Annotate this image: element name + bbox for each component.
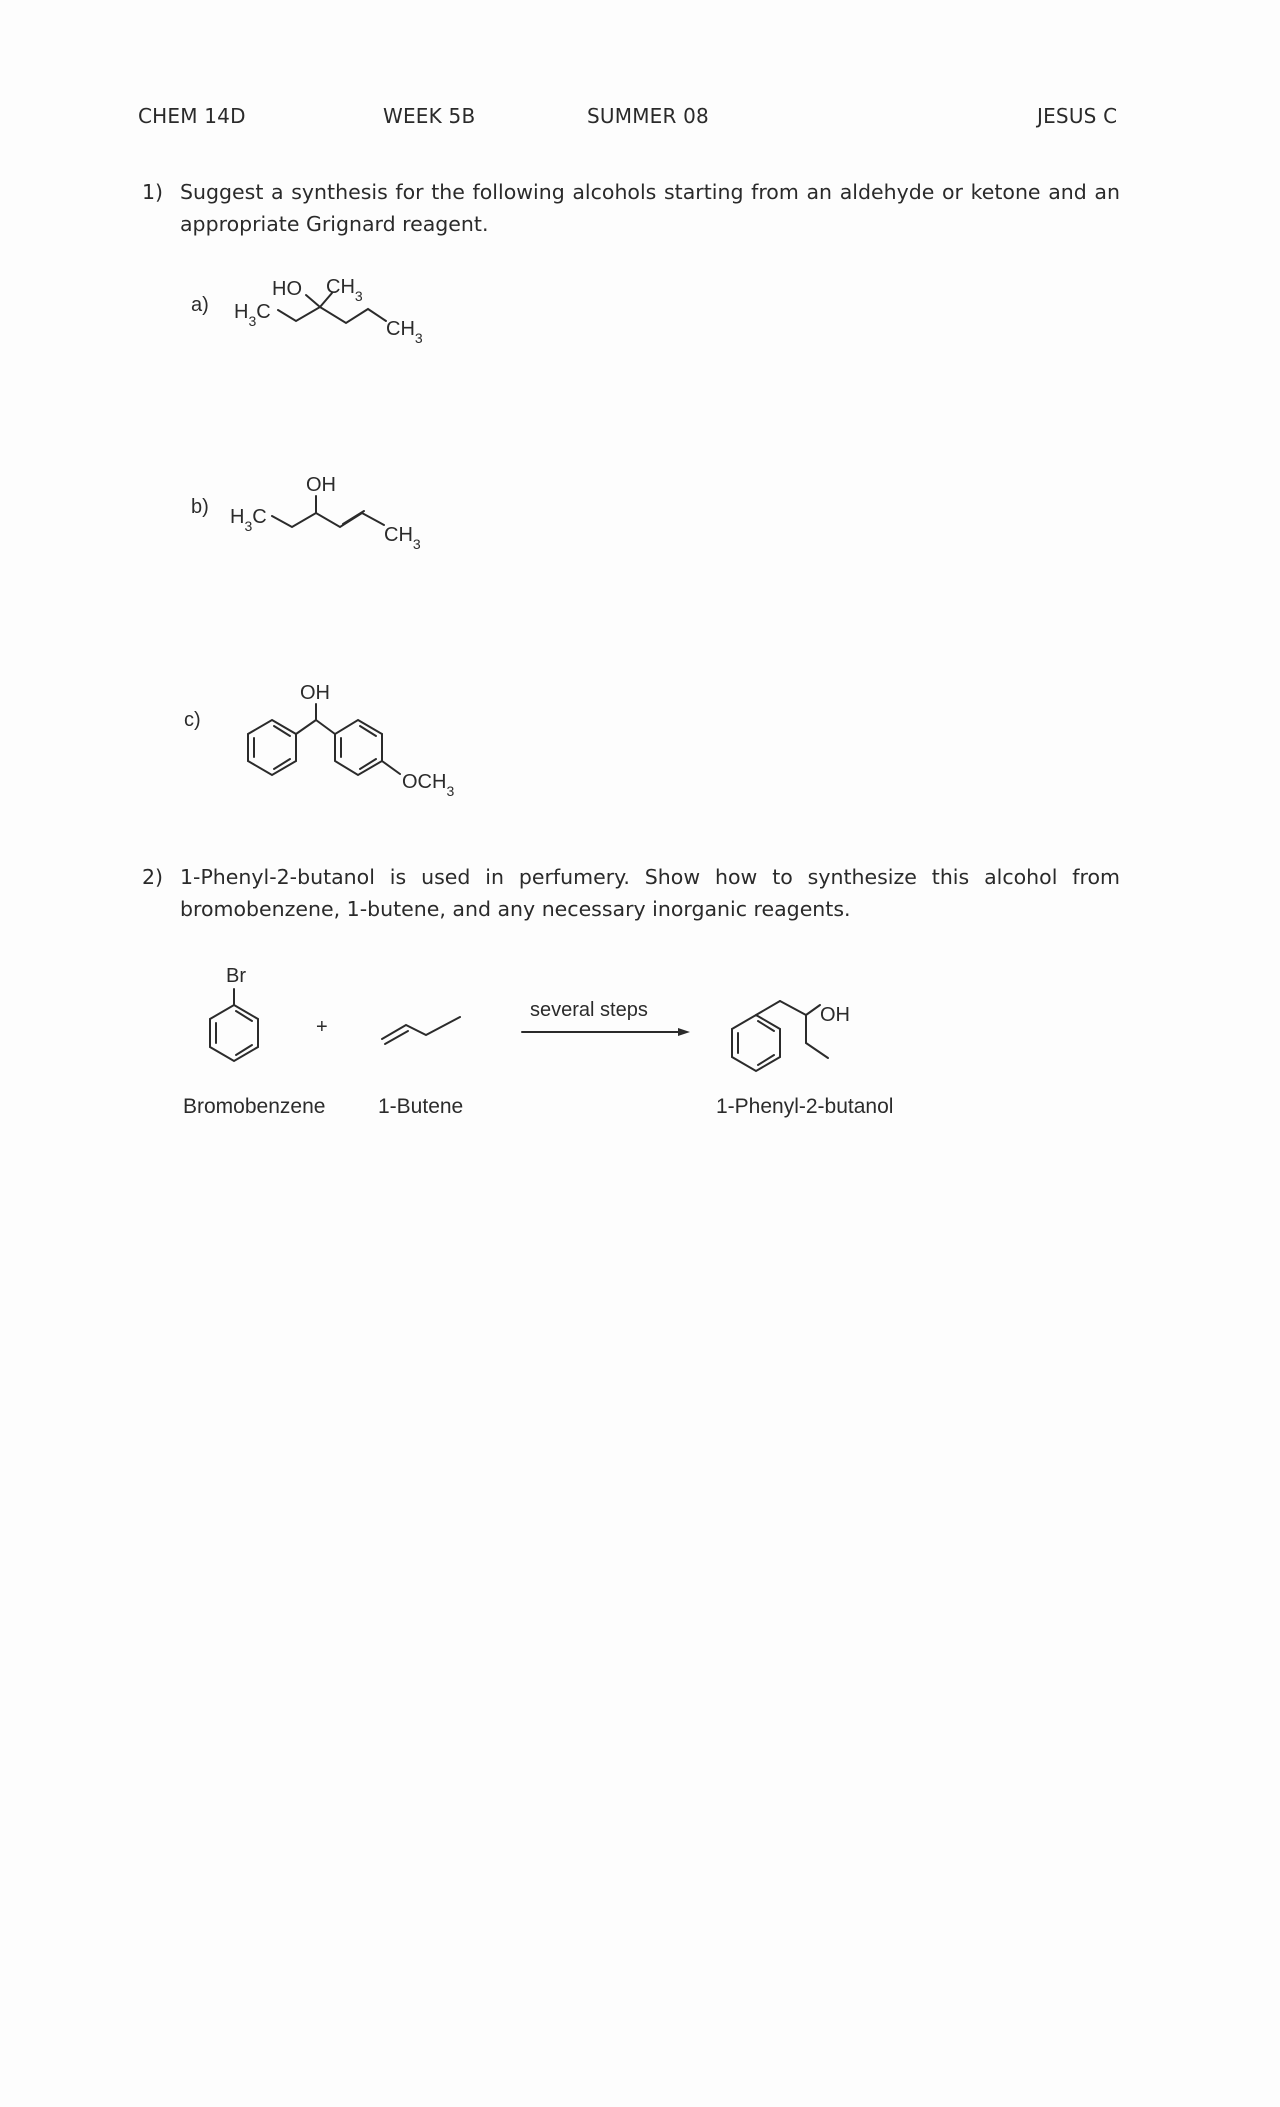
term-label: SUMMER 08 — [587, 104, 709, 128]
molecule-c-ring-left — [248, 720, 296, 775]
molecule-b-oh: OH — [306, 474, 336, 496]
week-label: WEEK 5B — [383, 104, 476, 128]
product-ring — [732, 1015, 780, 1071]
molecule-a-chain — [278, 307, 386, 323]
part-c-label: c) — [184, 709, 201, 731]
molecule-c-structure — [220, 672, 480, 802]
question-2-number: 2) — [142, 865, 164, 889]
course-code: CHEM 14D — [138, 104, 246, 128]
molecule-a-ch3-end: $CH_3$ — [386, 318, 423, 345]
arrow-head — [678, 1028, 690, 1036]
molecule-c-och3: $OCH_3$ — [402, 771, 455, 799]
butene-name: 1-Butene — [378, 1095, 464, 1118]
author-name: JESUS C — [1037, 104, 1118, 128]
part-a-label: a) — [191, 294, 209, 316]
bromobenzene-name: Bromobenzene — [183, 1095, 326, 1118]
molecule-b-ch3: $CH_3$ — [384, 524, 421, 550]
molecule-a-ho: HO — [272, 278, 302, 300]
question-1 — [142, 176, 1120, 240]
molecule-a-h3c: $H_3C$ — [234, 301, 271, 329]
product-name: 1-Phenyl-2-butanol — [716, 1095, 894, 1118]
molecule-c-ring-right — [335, 720, 382, 775]
question-1-text: Suggest a synthesis for the following alcohols starting from an aldehyde or ketone and an appropriate Grignard reagent. — [180, 180, 1120, 236]
molecule-b-h3c: $H_3C$ — [230, 506, 267, 534]
question-2-text: 1-Phenyl-2-butanol is used in perfumery. Show how to synthesize this alcohol from bromobenzene, 1-butene, and any necessary inorganic reagents. — [180, 865, 1120, 921]
question-2 — [142, 861, 1120, 925]
bromobenzene-br: Br — [226, 965, 246, 987]
plus-sign: + — [316, 1016, 328, 1038]
molecule-b-double-bond — [343, 511, 364, 524]
reaction-scheme — [180, 955, 930, 1090]
molecule-b-chain — [272, 513, 384, 527]
molecule-b-structure — [220, 470, 450, 550]
molecule-a-structure — [220, 265, 450, 345]
butene-structure — [382, 1017, 460, 1039]
part-b-label: b) — [191, 496, 209, 518]
molecule-a-oh-bond — [306, 295, 320, 307]
product-oh: OH — [820, 1004, 850, 1026]
molecule-c-oh: OH — [300, 682, 330, 704]
arrow-label: several steps — [530, 999, 648, 1021]
molecule-a-ch3-top: $CH_3$ — [326, 276, 363, 304]
question-1-number: 1) — [142, 180, 164, 204]
bromobenzene-ring — [210, 1005, 258, 1061]
